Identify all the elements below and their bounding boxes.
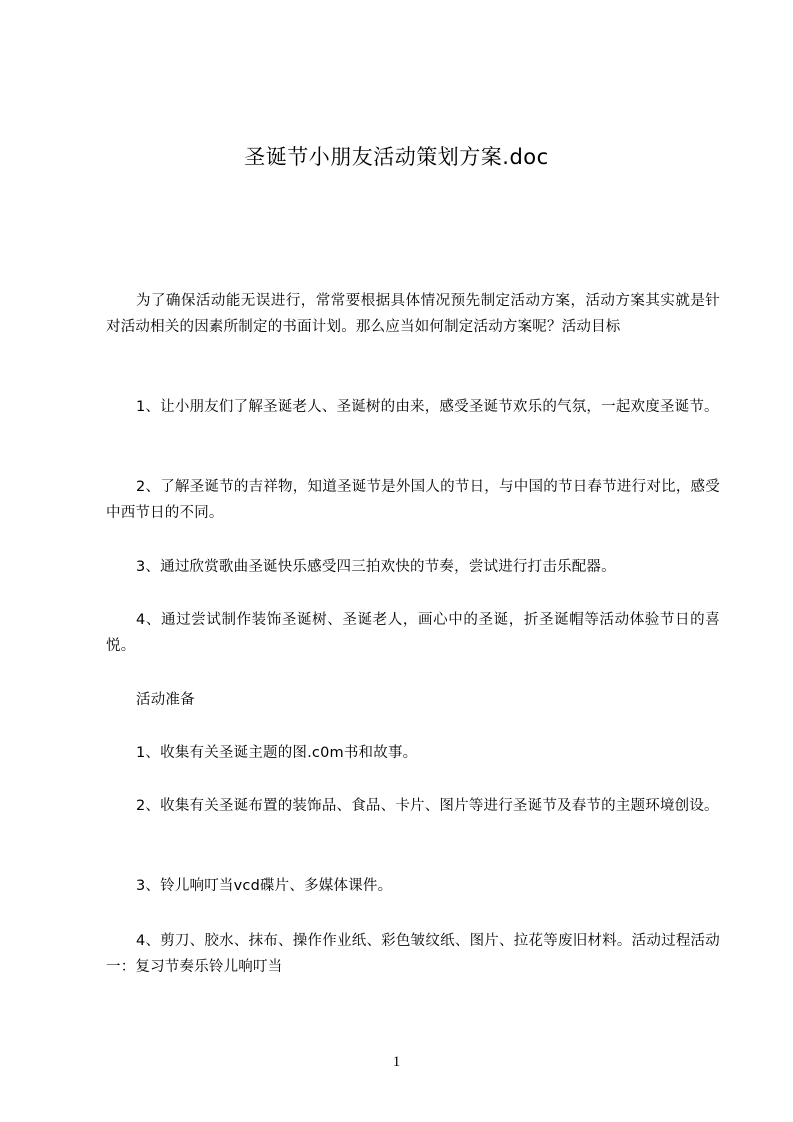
section-heading-preparation: 活动准备 xyxy=(136,692,195,708)
paragraph-prep-2: 2、收集有关圣诞布置的装饰品、食品、卡片、图片等进行圣诞节及春节的主题环境创设。 xyxy=(136,798,719,814)
paragraph-goal-2: 2、了解圣诞节的吉祥物，知道圣诞节是外国人的节日，与中国的节日春节进行对比，感受中西节日的不同。 xyxy=(106,479,720,521)
paragraph-goal-1: 1、让小朋友们了解圣诞老人、圣诞树的由来，感受圣诞节欢乐的气氛，一起欢度圣诞节。 xyxy=(136,399,719,415)
paragraph-goal-3: 3、通过欣赏歌曲圣诞快乐感受四三拍欢快的节奏，尝试进行打击乐配器。 xyxy=(136,559,616,575)
paragraph-goal-4: 4、通过尝试制作装饰圣诞树、圣诞老人，画心中的圣诞，折圣诞帽等活动体验节日的喜悦。 xyxy=(106,612,720,654)
document-title: 圣诞节小朋友活动策划方案.doc xyxy=(244,145,549,169)
paragraph-intro: 为了确保活动能无误进行，常常要根据具体情况预先制定活动方案，活动方案其实就是针对活动相关的因素所制定的书面计划。那么应当如何制定活动方案呢？活动目标 xyxy=(106,293,720,335)
page-number: 1 xyxy=(392,1054,401,1070)
paragraph-prep-4: 4、剪刀、胶水、抹布、操作作业纸、彩色皱纹纸、图片、拉花等废旧材料。活动过程活动一：复习节奏乐铃儿响叮当 xyxy=(106,933,720,975)
paragraph-prep-1: 1、收集有关圣诞主题的图.c0m书和故事。 xyxy=(136,745,418,761)
paragraph-prep-3: 3、铃儿响叮当vcd碟片、多媒体课件。 xyxy=(136,878,393,894)
